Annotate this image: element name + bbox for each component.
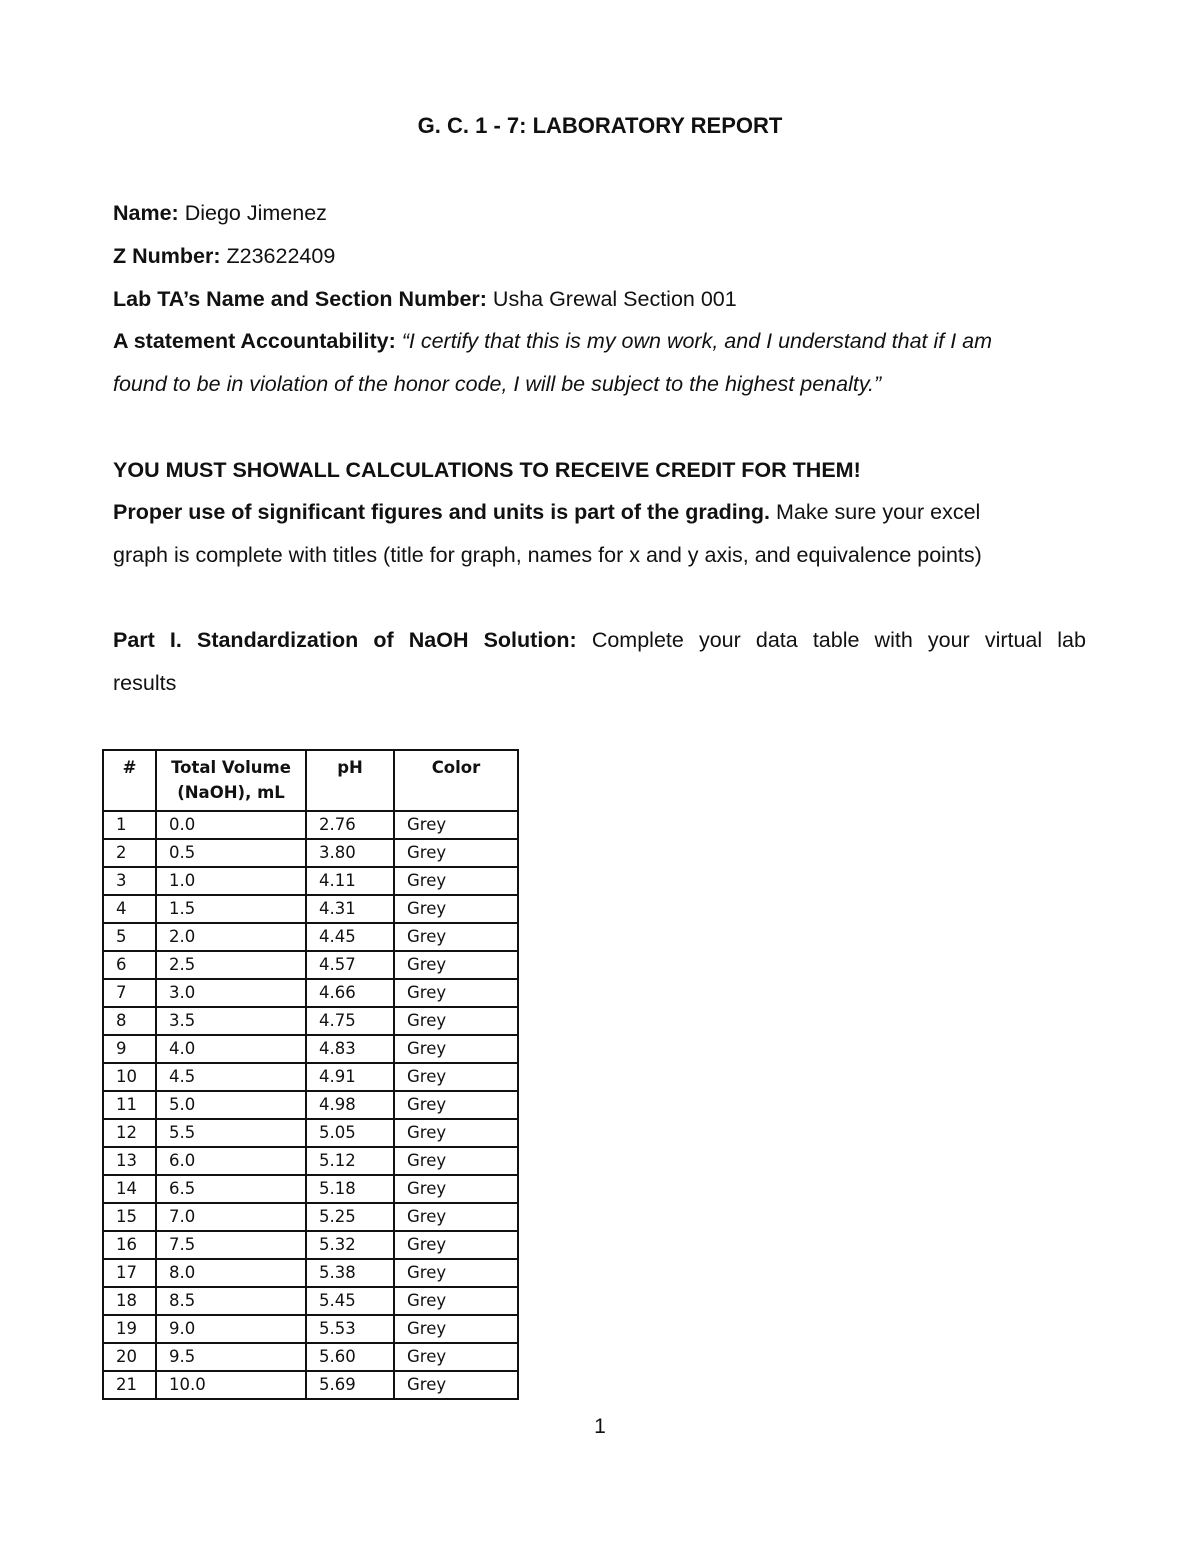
- cell-ph: 5.25: [306, 1203, 394, 1231]
- cell-ph: 5.38: [306, 1259, 394, 1287]
- cell-ph: 5.18: [306, 1175, 394, 1203]
- cell-ph: 5.69: [306, 1371, 394, 1399]
- titration-data-table: [102, 749, 519, 1400]
- cell-number: 3: [103, 867, 156, 895]
- table-row: [103, 1203, 518, 1231]
- cell-ph: 5.60: [306, 1343, 394, 1371]
- znumber-label: Z Number:: [113, 244, 221, 268]
- cell-ph: 4.31: [306, 895, 394, 923]
- cell-ph: 4.83: [306, 1035, 394, 1063]
- cell-color: Grey: [394, 1091, 518, 1119]
- cell-number: 12: [103, 1119, 156, 1147]
- cell-color: Grey: [394, 1063, 518, 1091]
- cell-ph: 4.57: [306, 951, 394, 979]
- table-row: [103, 1035, 518, 1063]
- cell-ph: 4.11: [306, 867, 394, 895]
- graph-instructions: graph is complete with titles (title for graph, names for x and y axis, and equivalence points): [113, 543, 982, 567]
- cell-volume: 8.0: [156, 1259, 306, 1287]
- header-color: Color: [394, 750, 518, 811]
- statement-line-2: found to be in violation of the honor code, I will be subject to the highest penalty.”: [113, 372, 882, 396]
- table-row: [103, 979, 518, 1007]
- ta-value: Usha Grewal Section 001: [492, 287, 737, 311]
- cell-volume: 5.5: [156, 1119, 306, 1147]
- part1-line: [113, 628, 1086, 653]
- cell-number: 21: [103, 1371, 156, 1399]
- cell-volume: 1.5: [156, 895, 306, 923]
- znumber-line: [113, 244, 335, 269]
- cell-ph: 5.53: [306, 1315, 394, 1343]
- cell-number: 8: [103, 1007, 156, 1035]
- cell-volume: 4.5: [156, 1063, 306, 1091]
- sig-figs-line: [113, 500, 980, 525]
- table-row: [103, 811, 518, 839]
- cell-color: Grey: [394, 1259, 518, 1287]
- table-row: [103, 1119, 518, 1147]
- cell-color: Grey: [394, 923, 518, 951]
- table-row: [103, 1231, 518, 1259]
- cell-color: Grey: [394, 1371, 518, 1399]
- cell-volume: 5.0: [156, 1091, 306, 1119]
- cell-ph: 4.98: [306, 1091, 394, 1119]
- cell-number: 1: [103, 811, 156, 839]
- table-row: [103, 1147, 518, 1175]
- cell-number: 18: [103, 1287, 156, 1315]
- cell-volume: 8.5: [156, 1287, 306, 1315]
- cell-ph: 4.66: [306, 979, 394, 1007]
- sig-figs-rest: Make sure your excel: [776, 500, 981, 524]
- table-row: [103, 839, 518, 867]
- calc-heading: [113, 458, 861, 483]
- cell-color: Grey: [394, 811, 518, 839]
- report-title: G. C. 1 - 7: LABORATORY REPORT: [417, 113, 783, 138]
- ta-line: [113, 287, 737, 312]
- cell-ph: 5.32: [306, 1231, 394, 1259]
- table-row: [103, 923, 518, 951]
- cell-color: Grey: [394, 1175, 518, 1203]
- sig-figs-bold: Proper use of significant figures and units is part of the grading.: [113, 500, 771, 524]
- cell-volume: 7.0: [156, 1203, 306, 1231]
- name-line: [113, 201, 327, 226]
- cell-number: 16: [103, 1231, 156, 1259]
- cell-volume: 0.5: [156, 839, 306, 867]
- cell-volume: 3.5: [156, 1007, 306, 1035]
- cell-number: 7: [103, 979, 156, 1007]
- cell-number: 13: [103, 1147, 156, 1175]
- cell-ph: 2.76: [306, 811, 394, 839]
- table-row: [103, 1287, 518, 1315]
- table-row: [103, 1175, 518, 1203]
- cell-ph: 4.91: [306, 1063, 394, 1091]
- ta-label: Lab TA’s Name and Section Number:: [113, 287, 487, 311]
- statement-text-1: “I certify that this is my own work, and I understand that if I am: [401, 329, 993, 353]
- cell-color: Grey: [394, 867, 518, 895]
- cell-ph: 5.12: [306, 1147, 394, 1175]
- cell-color: Grey: [394, 1035, 518, 1063]
- table-row: [103, 1091, 518, 1119]
- cell-number: 2: [103, 839, 156, 867]
- cell-number: 4: [103, 895, 156, 923]
- cell-number: 14: [103, 1175, 156, 1203]
- cell-volume: 9.5: [156, 1343, 306, 1371]
- cell-volume: 4.0: [156, 1035, 306, 1063]
- table-row: [103, 1259, 518, 1287]
- header-volume: Total Volume (NaOH), mL: [156, 750, 306, 811]
- table-row: [103, 1343, 518, 1371]
- table-row: [103, 1371, 518, 1399]
- cell-number: 20: [103, 1343, 156, 1371]
- cell-volume: 2.0: [156, 923, 306, 951]
- znumber-value: Z23622409: [226, 244, 336, 268]
- statement-line-1: [113, 329, 992, 354]
- part1-label: Part I. Standardization of NaOH Solution:: [113, 628, 577, 652]
- cell-volume: 9.0: [156, 1315, 306, 1343]
- cell-color: Grey: [394, 895, 518, 923]
- cell-color: Grey: [394, 1147, 518, 1175]
- cell-volume: 6.0: [156, 1147, 306, 1175]
- part1-text-2: results: [113, 671, 177, 695]
- cell-volume: 0.0: [156, 811, 306, 839]
- table-row: [103, 1007, 518, 1035]
- part1-text: Complete your data table with your virtual lab: [591, 628, 1086, 652]
- cell-volume: 6.5: [156, 1175, 306, 1203]
- page-number: 1: [594, 1415, 606, 1438]
- cell-ph: 3.80: [306, 839, 394, 867]
- cell-color: Grey: [394, 1287, 518, 1315]
- table-row: [103, 1315, 518, 1343]
- table-row: [103, 1063, 518, 1091]
- table-row: [103, 867, 518, 895]
- cell-number: 11: [103, 1091, 156, 1119]
- cell-number: 6: [103, 951, 156, 979]
- name-value: Diego Jimenez: [184, 201, 327, 225]
- cell-ph: 5.45: [306, 1287, 394, 1315]
- cell-color: Grey: [394, 1203, 518, 1231]
- cell-color: Grey: [394, 1231, 518, 1259]
- cell-color: Grey: [394, 1119, 518, 1147]
- cell-ph: 5.05: [306, 1119, 394, 1147]
- header-ph: pH: [306, 750, 394, 811]
- cell-color: Grey: [394, 1007, 518, 1035]
- cell-ph: 4.45: [306, 923, 394, 951]
- cell-color: Grey: [394, 951, 518, 979]
- name-label: Name:: [113, 201, 179, 225]
- table-header-row: [103, 750, 518, 811]
- cell-volume: 7.5: [156, 1231, 306, 1259]
- cell-color: Grey: [394, 1315, 518, 1343]
- header-number: #: [103, 750, 156, 811]
- cell-number: 15: [103, 1203, 156, 1231]
- cell-ph: 4.75: [306, 1007, 394, 1035]
- cell-volume: 2.5: [156, 951, 306, 979]
- cell-color: Grey: [394, 1343, 518, 1371]
- cell-number: 17: [103, 1259, 156, 1287]
- cell-color: Grey: [394, 839, 518, 867]
- cell-number: 9: [103, 1035, 156, 1063]
- cell-color: Grey: [394, 979, 518, 1007]
- table-row: [103, 895, 518, 923]
- cell-number: 19: [103, 1315, 156, 1343]
- calc-heading-text: YOU MUST SHOWALL CALCULATIONS TO RECEIVE CREDIT FOR THEM!: [113, 458, 861, 482]
- cell-number: 10: [103, 1063, 156, 1091]
- statement-label: A statement Accountability:: [113, 329, 396, 353]
- cell-volume: 1.0: [156, 867, 306, 895]
- cell-number: 5: [103, 923, 156, 951]
- table-row: [103, 951, 518, 979]
- cell-volume: 10.0: [156, 1371, 306, 1399]
- cell-volume: 3.0: [156, 979, 306, 1007]
